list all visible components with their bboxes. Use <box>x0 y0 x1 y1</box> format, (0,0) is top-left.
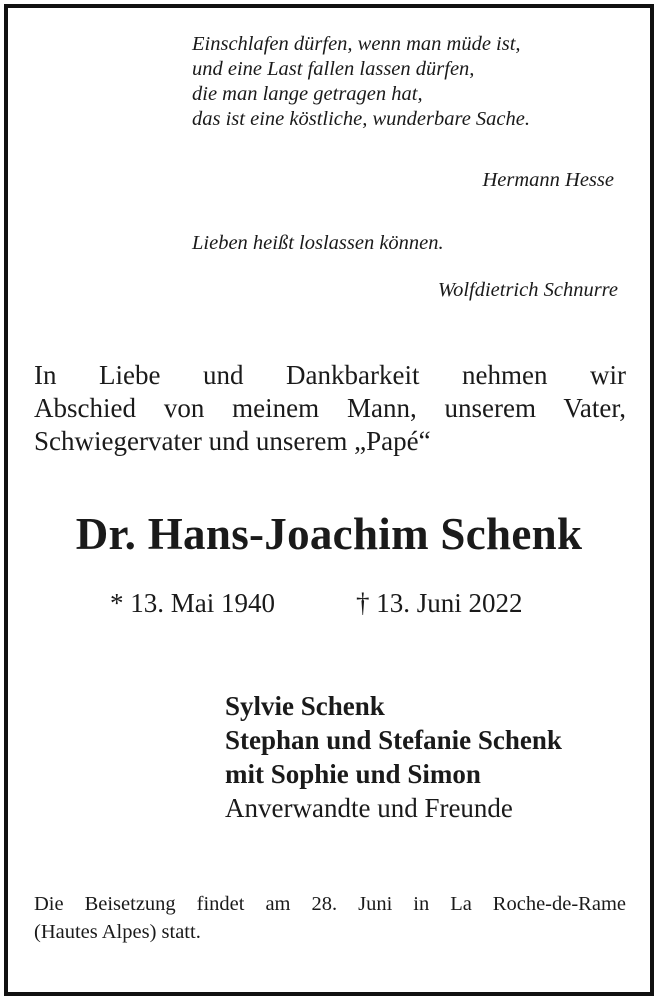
intro-line-3: Schwiegervater und unserem „Papé“ <box>34 426 431 456</box>
funeral-notice <box>34 890 626 946</box>
birth-date: * 13. Mai 1940 <box>110 588 275 618</box>
mourner-2: Stephan und Stefanie Schenk <box>225 725 562 755</box>
mourners-list <box>225 689 562 825</box>
mourner-1: Sylvie Schenk <box>225 691 385 721</box>
death-date: † 13. Juni 2022 <box>356 588 523 618</box>
hesse-quote-line-3: die man lange getragen hat, <box>192 83 423 105</box>
hesse-quote-line-1: Einschlafen dürfen, wenn man müde ist, <box>192 33 521 55</box>
schnurre-quote: Lieben heißt loslassen können. <box>192 232 444 254</box>
obituary-border <box>4 4 654 996</box>
hesse-quote-line-4: das ist eine köstliche, wunderbare Sache. <box>192 108 530 130</box>
hesse-author: Hermann Hesse <box>482 169 614 191</box>
mourners-others: Anverwandte und Freunde <box>225 793 513 823</box>
schnurre-author: Wolfdietrich Schnurre <box>437 279 618 301</box>
intro-line-2: Abschied von meinem Mann, unserem Vater, <box>34 393 626 423</box>
funeral-line-2: (Hautes Alpes) statt. <box>34 921 201 943</box>
hesse-quote <box>192 32 622 132</box>
deceased-name: Dr. Hans-Joachim Schenk <box>75 509 583 559</box>
intro-text <box>34 359 626 458</box>
funeral-line-1: Die Beisetzung findet am 28. Juni in La Roche-de-Rame <box>34 893 626 915</box>
hesse-quote-line-2: und eine Last fallen lassen dürfen, <box>192 58 475 80</box>
mourner-3: mit Sophie und Simon <box>225 759 481 789</box>
intro-line-1: In Liebe und Dankbarkeit nehmen wir <box>34 360 626 390</box>
